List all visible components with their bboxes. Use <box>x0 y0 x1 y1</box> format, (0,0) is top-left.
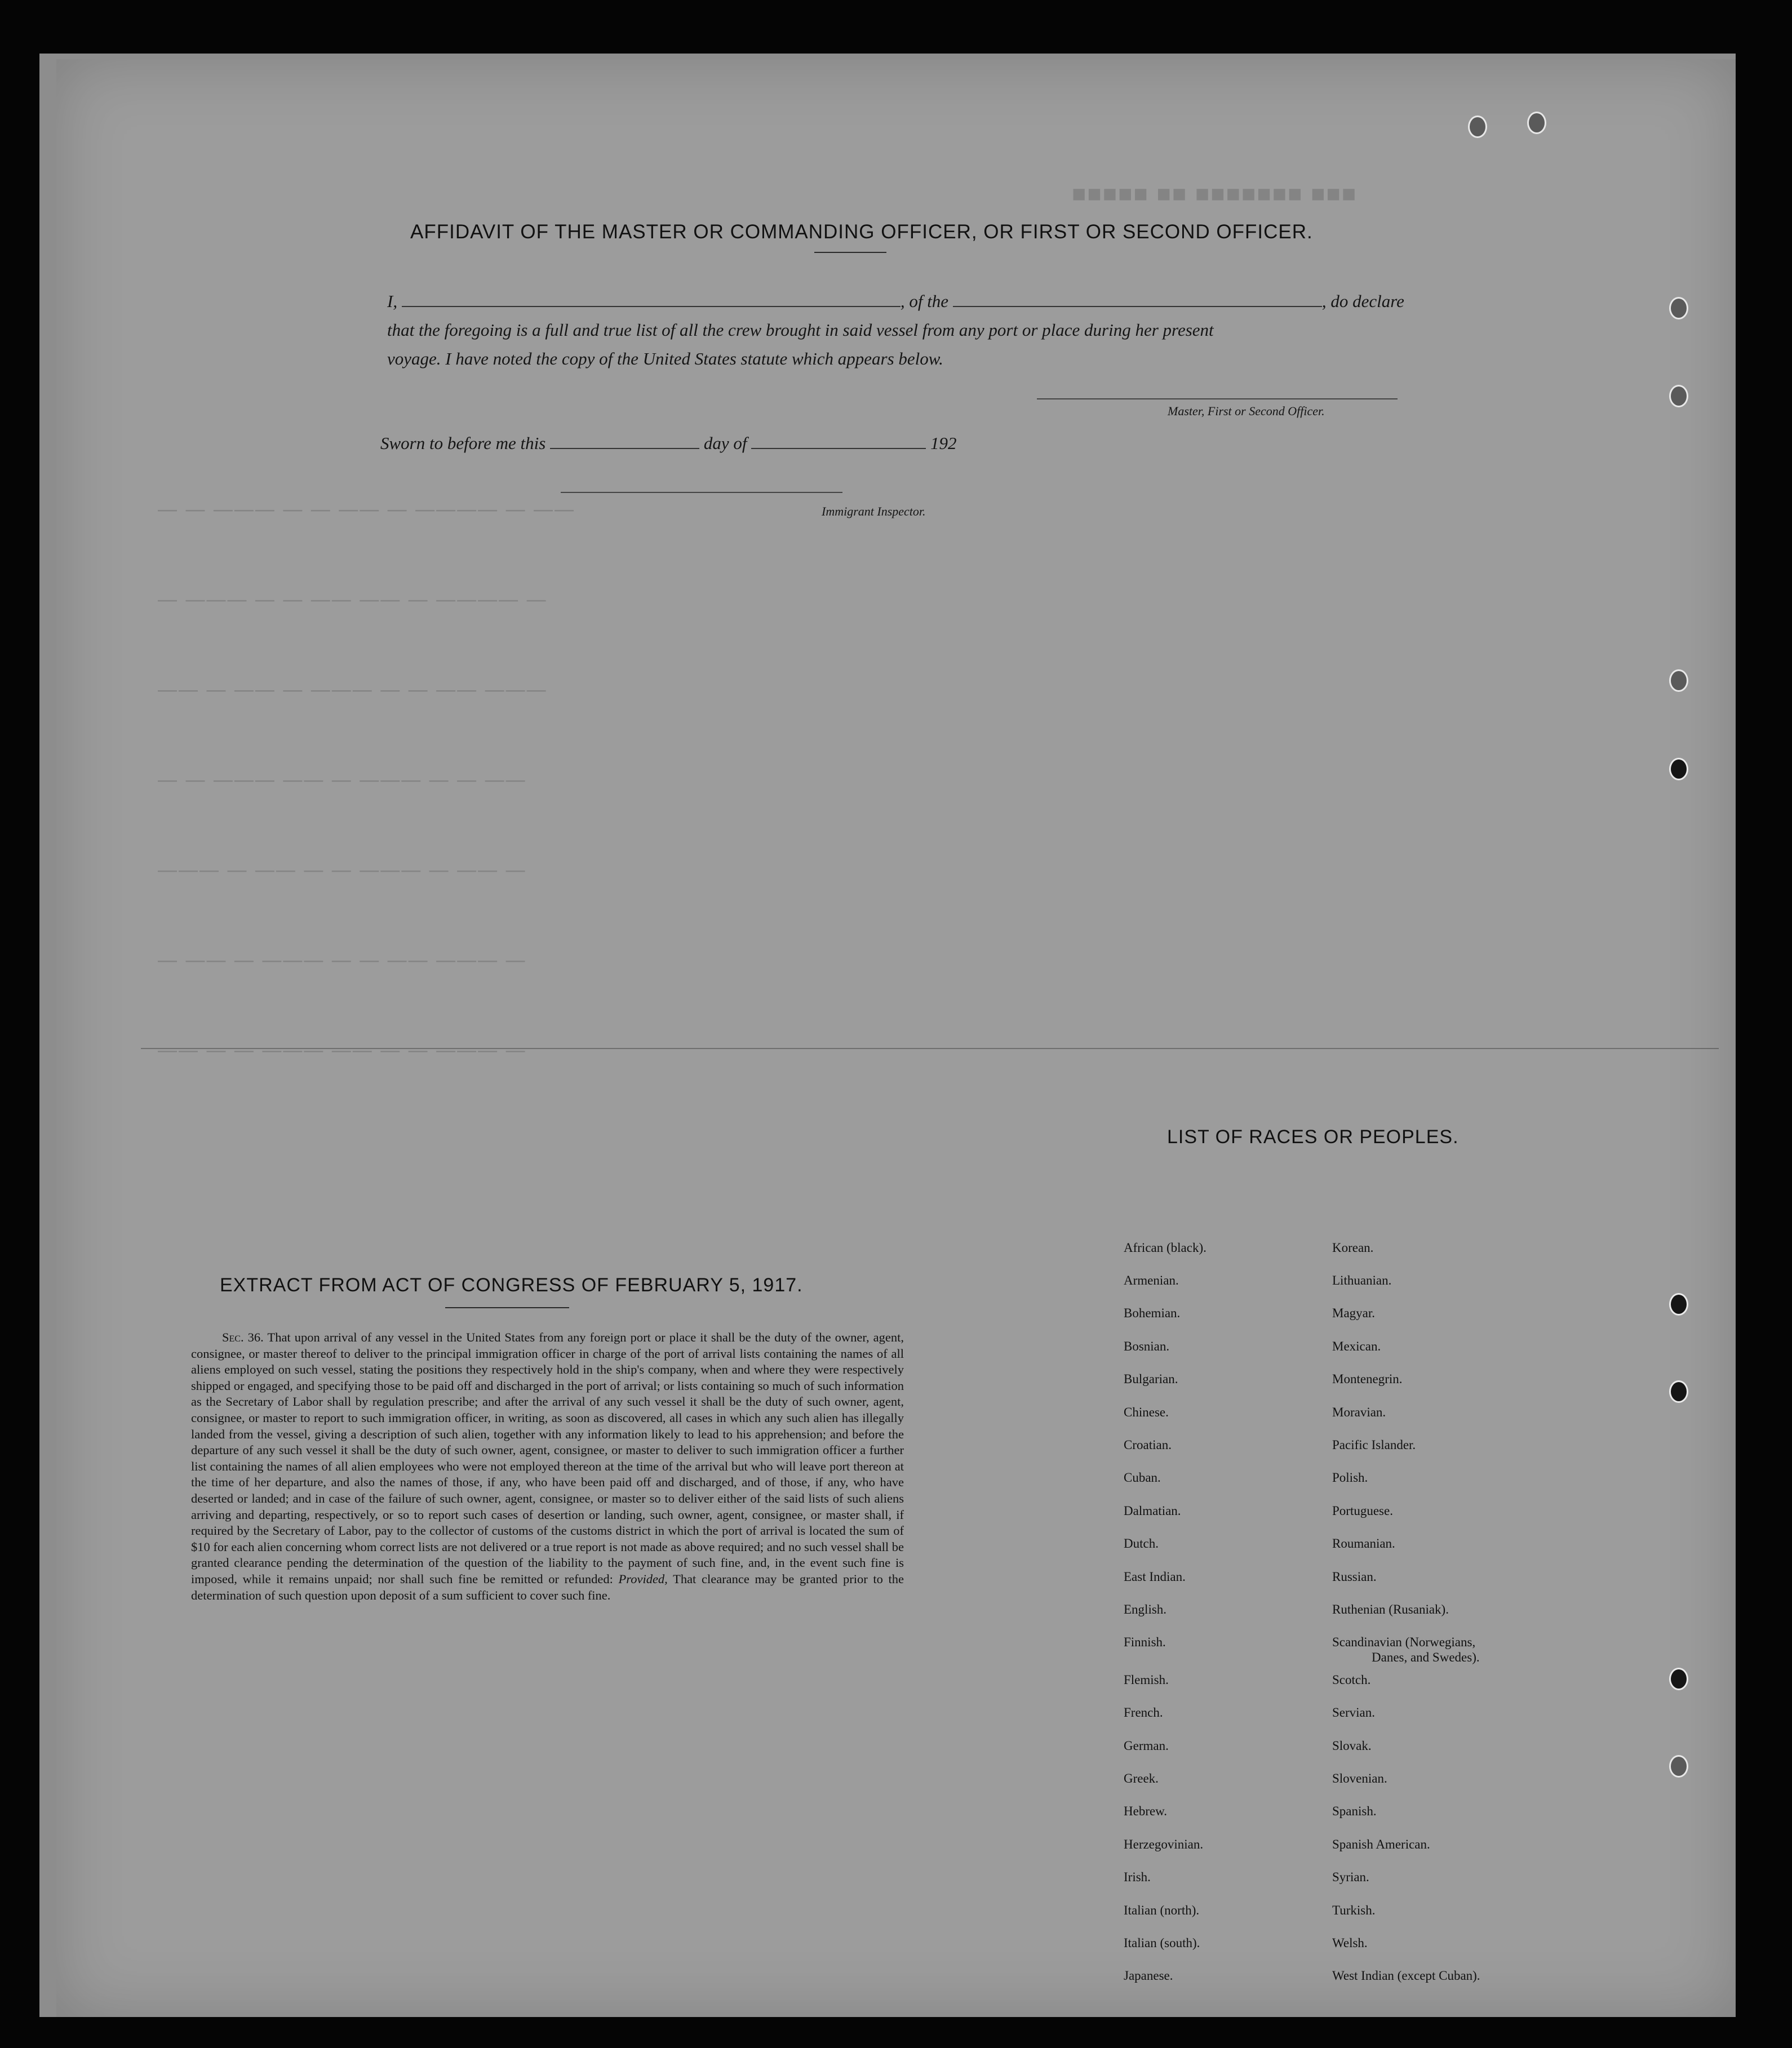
race-right-6: Pacific Islander. <box>1332 1438 1416 1452</box>
vessel-of-the-label: , of the <box>900 291 949 311</box>
race-right-12: Scandinavian (Norwegians, <box>1332 1635 1476 1649</box>
table-bottom-rule <box>141 1048 1719 1049</box>
sworn-line <box>380 433 956 454</box>
sworn-month-blank[interactable] <box>751 448 926 449</box>
race-left-18: Herzegovinian. <box>1124 1837 1204 1851</box>
binder-hole-1 <box>1669 297 1688 319</box>
race-right-14: Servian. <box>1332 1705 1376 1720</box>
race-left-8: Dalmatian. <box>1124 1504 1181 1518</box>
race-right-9: Roumanian. <box>1332 1536 1395 1551</box>
race-right-11: Ruthenian (Rusaniak). <box>1332 1602 1449 1616</box>
race-left-16: Greek. <box>1124 1771 1159 1785</box>
bleed-through-rows-2: — ——— — — —— —— — ———— — <box>158 589 548 610</box>
race-right-10: Russian. <box>1332 1570 1377 1584</box>
binder-hole-8 <box>1669 1755 1688 1778</box>
race-left-3: Bosnian. <box>1124 1339 1170 1353</box>
race-left-11: English. <box>1124 1602 1167 1616</box>
race-right-15: Slovak. <box>1332 1739 1372 1753</box>
bleed-through-header: ■■■ ■■■■■■■ ■■ ■■■■■ <box>1071 180 1356 207</box>
bleed-through-rows-5: ——— — —— — — ——— — —— — <box>158 859 527 881</box>
race-left-20: Italian (north). <box>1124 1903 1200 1917</box>
race-right-16: Slovenian. <box>1332 1771 1387 1785</box>
binder-hole-top-left <box>1468 115 1487 138</box>
race-left-4: Bulgarian. <box>1124 1372 1178 1386</box>
affidavit-title-underline <box>814 252 886 253</box>
race-right-13: Scotch. <box>1332 1673 1371 1687</box>
race-right-1: Lithuanian. <box>1332 1273 1392 1287</box>
affidavit-line-3: voyage. I have noted the copy of the United States statute which appears below. <box>387 349 943 368</box>
race-right-17: Spanish. <box>1332 1804 1377 1818</box>
race-left-6: Croatian. <box>1124 1438 1172 1452</box>
race-right-12-cont: Danes, and Swedes). <box>1372 1650 1480 1664</box>
manifest-back-page <box>56 59 1736 2017</box>
binder-hole-5 <box>1669 1293 1688 1316</box>
race-left-21: Italian (south). <box>1124 1936 1200 1950</box>
affidavit-title: AFFIDAVIT OF THE MASTER OR COMMANDING OFFICER, OR FIRST OR SECOND OFFICER. <box>410 221 1313 243</box>
extract-title: EXTRACT FROM ACT OF CONGRESS OF FEBRUARY 5, 1917. <box>220 1274 803 1296</box>
race-left-15: German. <box>1124 1739 1169 1753</box>
extract-body-text: That upon arrival of any vessel in the United States from any foreign port or place it shall be the duty of the owner, agent, consignee, or master thereof to deliver to the principal immigration officer in charge of the port of arrival lists containing the names of all aliens employed on such vessel, stating the positions they respectively hold in the ship's company, when and where they were respectively shipped or engaged, and specifying those to be paid off and discharged in the port of arrival; or lists containing so much of such information as the Secretary of Labor shall by regulation prescribe; and after the arrival of any such vessel it shall be the duty of such owner, agent, consignee, or master to report to such immigration officer, in writing, as soon as discovered, all cases in which any such alien has illegally landed from the vessel, giving a description of such alien, together with any information likely to lead to his apprehension; and before the departure of any such vessel it shall be the duty of such owner, agent, consignee, or master to deliver to such immigration officer a further list containing the names of all alien employees who were not employed thereon at the time of the arrival but who will leave port thereon at the time of her departure, and also the names of those, if any, who have been paid off and discharged, and of those, if any, who have deserted or landed; and in case of the failure of such owner, agent, consignee, or master so to deliver either of the said lists of such aliens arriving and departing, respectively, or so to report such cases of desertion or landing, such owner, agent, consignee, or master shall, if required by the Secretary of Labor, pay to the collector of customs of the customs district in which the port of arrival is located the sum of $10 for each alien concerning whom correct lists are not delivered or a true report is not made as above required; and no such vessel shall be granted clearance pending the determination of the question of the liability to the payment of such fine, and, in the event such fine is imposed, while it remains unpaid; nor shall such fine be remitted or refunded: <box>191 1330 904 1586</box>
race-right-5: Moravian. <box>1332 1405 1386 1419</box>
extract-section-label: Sec. 36. <box>222 1330 264 1344</box>
affidavit-line-1 <box>387 291 1404 312</box>
do-declare-label: , do declare <box>1321 291 1404 311</box>
race-right-19: Syrian. <box>1332 1870 1369 1884</box>
race-left-5: Chinese. <box>1124 1405 1169 1419</box>
declarant-name-blank[interactable] <box>402 306 901 307</box>
extract-title-underline <box>445 1307 569 1308</box>
race-left-2: Bohemian. <box>1124 1306 1181 1320</box>
race-left-13: Flemish. <box>1124 1673 1169 1687</box>
race-right-0: Korean. <box>1332 1241 1374 1255</box>
bleed-through-rows: — — ——— — — —— — ———— — —— <box>158 499 576 520</box>
binder-hole-4 <box>1669 758 1688 780</box>
binder-hole-top-right <box>1527 112 1546 134</box>
sworn-prefix: Sworn to before me this <box>380 433 546 453</box>
race-right-22: West Indian (except Cuban). <box>1332 1969 1480 1983</box>
race-right-7: Polish. <box>1332 1471 1368 1485</box>
races-list <box>1124 1241 1631 1996</box>
race-right-4: Montenegrin. <box>1332 1372 1403 1386</box>
inspector-signature-line[interactable] <box>561 492 842 493</box>
binder-hole-6 <box>1669 1380 1688 1403</box>
bleed-through-rows-4: — — ——— —— — ——— — — —— <box>158 769 527 790</box>
race-right-18: Spanish American. <box>1332 1837 1430 1851</box>
extract-proviso-label: Provided, <box>618 1571 668 1586</box>
declarant-prefix: I, <box>387 291 398 311</box>
race-left-19: Irish. <box>1124 1870 1151 1884</box>
race-right-8: Portuguese. <box>1332 1504 1393 1518</box>
inspector-label: Immigrant Inspector. <box>822 504 926 518</box>
race-left-7: Cuban. <box>1124 1471 1161 1485</box>
binder-hole-2 <box>1669 385 1688 407</box>
officer-signature-line[interactable] <box>1037 398 1398 399</box>
affidavit-line-2: that the foregoing is a full and true list of all the crew brought in said vessel from any port or place during her present <box>387 320 1214 340</box>
race-right-21: Welsh. <box>1332 1936 1368 1950</box>
race-left-0: African (black). <box>1124 1241 1207 1255</box>
race-left-17: Hebrew. <box>1124 1804 1168 1818</box>
race-left-9: Dutch. <box>1124 1536 1159 1551</box>
sworn-day-blank[interactable] <box>550 448 699 449</box>
bleed-through-rows-7: —— — — ——— —— — — ——— — <box>158 1039 527 1061</box>
race-right-20: Turkish. <box>1332 1903 1376 1917</box>
race-left-10: East Indian. <box>1124 1570 1186 1584</box>
sworn-year: 192 <box>930 433 957 453</box>
bleed-through-rows-6: — —— — ——— — — —— ——— — <box>158 949 527 971</box>
races-title: LIST OF RACES OR PEOPLES. <box>1167 1126 1459 1148</box>
officer-signature-label: Master, First or Second Officer. <box>1168 404 1325 418</box>
race-right-3: Mexican. <box>1332 1339 1381 1353</box>
race-left-14: French. <box>1124 1705 1163 1720</box>
bleed-through-rows-3: —— — —— — ——— — — —— ——— <box>158 679 548 700</box>
extract-body <box>191 1330 904 1603</box>
binder-hole-3 <box>1669 669 1688 692</box>
vessel-name-blank[interactable] <box>953 306 1322 307</box>
binder-hole-7 <box>1669 1668 1688 1690</box>
extract-proviso-text: That clearance may be granted prior to the determination of such question upon deposit of a sum sufficient to cover such fine. <box>191 1571 904 1602</box>
race-left-22: Japanese. <box>1124 1969 1173 1983</box>
race-left-12: Finnish. <box>1124 1635 1166 1649</box>
sworn-day-of-label: day of <box>703 433 747 453</box>
race-right-2: Magyar. <box>1332 1306 1376 1320</box>
race-left-1: Armenian. <box>1124 1273 1179 1287</box>
